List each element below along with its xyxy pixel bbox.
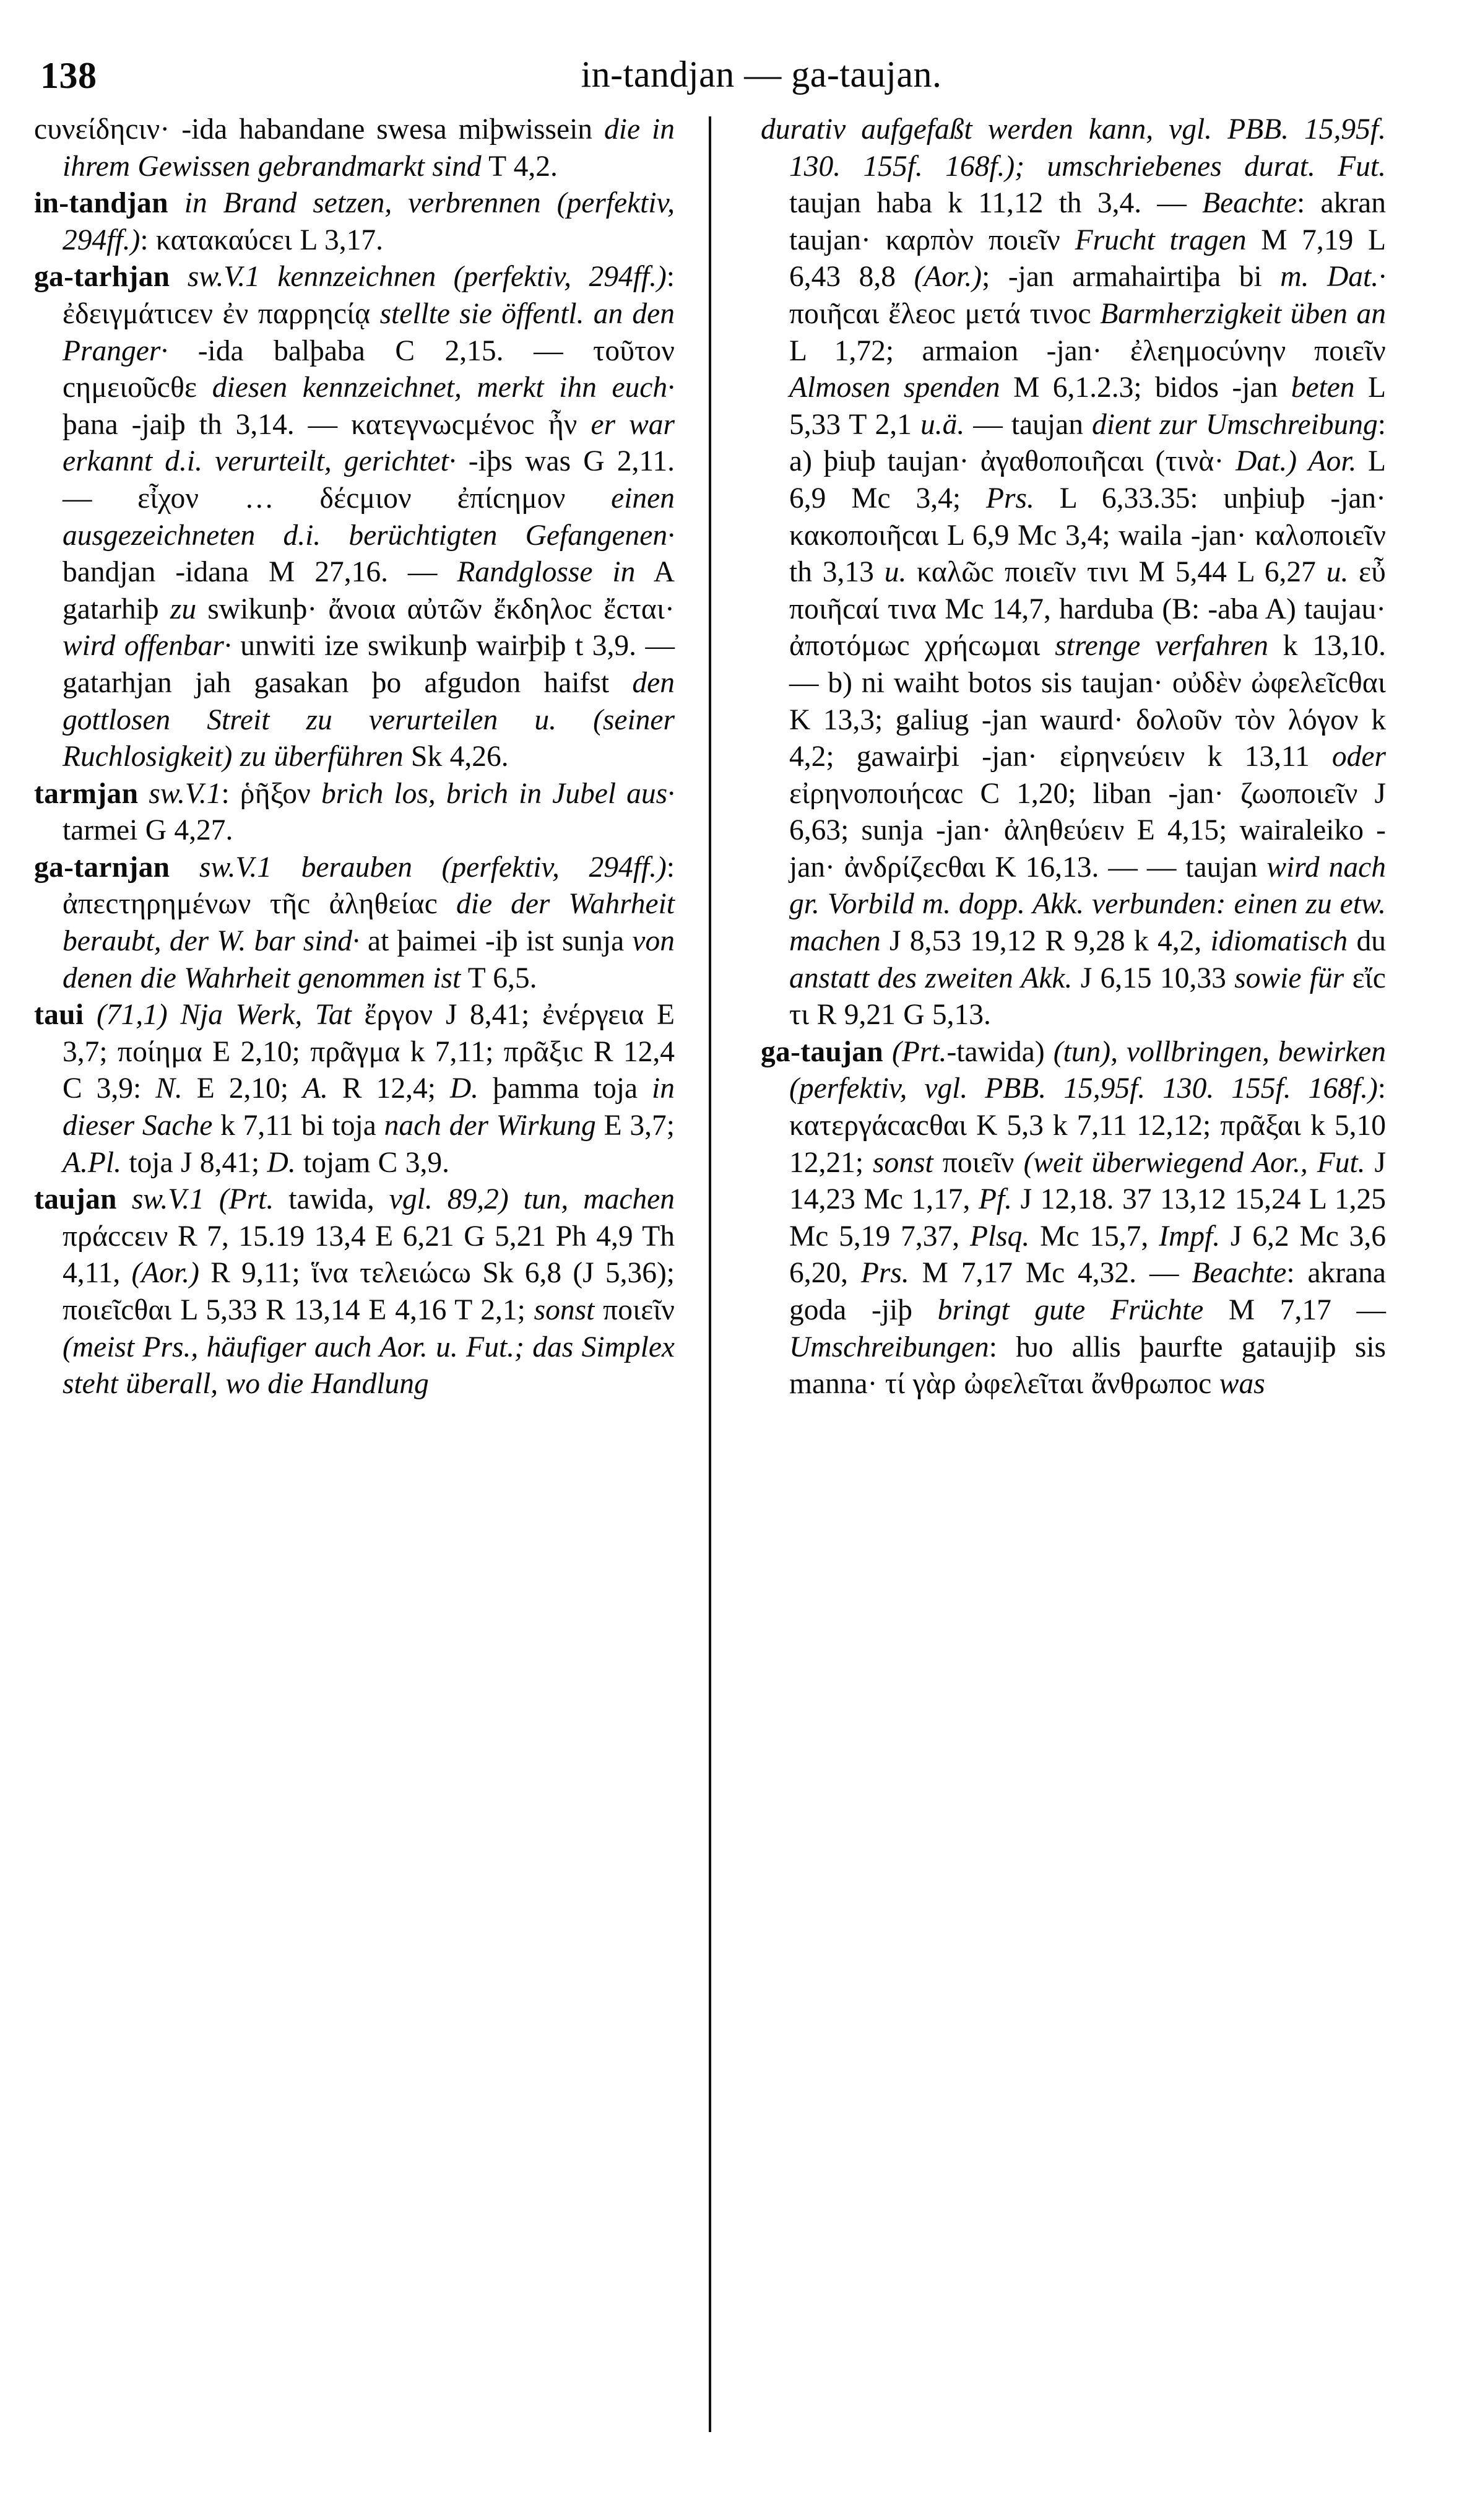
dictionary-entry: taui (71,1) Nja Werk, Tat ἔργον J 8,41; ἐνέργεια E 3,7; ποίημα E 2,10; πρᾶγμα k 7,11; πρᾶξιc R 12,4 C 3,9: N. E 2,10; A. R 12,4; D. þamma toja in dieser Sache k 7,11 bi toja nach der Wirkung E 3,7; A.Pl. toja J 8,41; D. tojam C 3,9. bbox=[34, 999, 675, 1179]
running-head bbox=[34, 37, 1433, 111]
dictionary-entry: tarmjan sw.V.1: ῥῆξον brich los, brich in Jubel aus· tarmei G 4,27. bbox=[34, 777, 675, 847]
column-right bbox=[727, 111, 1386, 1403]
column-left bbox=[34, 111, 693, 1403]
dictionary-entry: ga-tarhjan sw.V.1 kennzeichnen (perfektiv, 294ff.): ἐδειγμάτιcεν ἐν παρρηcίᾳ stellte sie öffentl. an den Pranger· -ida balþaba C 2,15. — τοῦτον cημειοῦcθε diesen kennzeichnet, merkt ihn euch· þana -jaiþ th 3,14. — κατεγνωcμένοc ἦν er war erkannt d.i. verurteilt, gerichtet· -iþs was G 2,11. — εἶχον … δέcμιον ἐπίcημον einen ausgezeichneten d.i. berüchtigten Gefangenen· bandjan -idana M 27,16. — Randglosse in A gatarhiþ zu swikunþ· ἄνοια αὐτῶν ἔκδηλοc ἔcται· wird offenbar· unwiti ize swikunþ wairþiþ t 3,9. — gatarhjan jah gasakan þo afgudon haifst den gottlosen Streit zu verurteilen u. (seiner Ruchlosigkeit) zu überführen Sk 4,26. bbox=[34, 261, 675, 773]
dictionary-entry: cυνείδηcιν· -ida habandane swesa miþwissein die in ihrem Gewissen gebrandmarkt sind T 4,2. bbox=[34, 113, 675, 183]
dictionary-entry: ga-taujan (Prt.-tawida) (tun), vollbringen, bewirken (perfektiv, vgl. PBB. 15,95f. 130. 155f. 168f.): κατεργάcαcθαι K 5,3 k 7,11 12,12; πρᾶξαι k 5,10 12,21; sonst ποιεῖν (weit überwiegend Aor., Fut. J 14,23 Mc 1,17, Pf. J 12,18. 37 13,12 15,24 L 1,25 Mc 5,19 7,37, Plsq. Mc 15,7, Impf. J 6,2 Mc 3,6 6,20, Prs. M 7,17 Mc 4,32. — Beachte: akrana goda -jiþ bringt gute Früchte M 7,17 — Umschreibungen: ƕo allis þaurfte gataujiþ sis manna· τί γὰρ ὠφελεῖται ἄνθρωποc was bbox=[761, 1035, 1387, 1401]
two-column-body bbox=[34, 111, 1433, 2489]
dictionary-entry: durativ aufgefaßt werden kann, vgl. PBB. 15,95f. 130. 155f. 168f.); umschriebenes durat. Fut. taujan haba k 11,12 th 3,4. — Beachte: akran taujan· καρπὸν ποιεῖν Frucht tragen M 7,19 L 6,43 8,8 (Aor.); -jan armahairtiþa bi m. Dat.· ποιῆcαι ἔλεοc μετά τινοc Barmherzigkeit üben an L 1,72; armaion -jan· ἐλεημοcύνην ποιεῖν Almosen spenden M 6,1.2.3; bidos -jan beten L 5,33 T 2,1 u.ä. — taujan dient zur Umschreibung: a) þiuþ taujan· ἀγαθοποιῆcαι (τινὰ· Dat.) Aor. L 6,9 Mc 3,4; Prs. L 6,33.35: unþiuþ -jan· κακοποιῆcαι L 6,9 Mc 3,4; waila -jan· καλοποιεῖν th 3,13 u. καλῶc ποιεῖν τινι M 5,44 L 6,27 u. εὖ ποιῆcαί τινα Mc 14,7, harduba (B: -aba A) taujau· ἀποτόμωc χρήcωμαι strenge verfahren k 13,10. — b) ni waiht botos sis taujan· οὐδὲν ὠφελεῖcθαι K 13,3; galiug -jan waurd· δολοῦν τὸν λόγον k 4,2; gawairþi -jan· εἰρηνεύειν k 13,11 oder εἰρηνοποιήcαc C 1,20; liban -jan· ζωοποιεῖν J 6,63; sunja -jan· ἀληθεύειν E 4,15; wairaleiko -jan· ἀνδρίζεcθαι K 16,13. — — taujan wird nach gr. Vorbild m. dopp. Akk. verbunden: einen zu etw. machen J 8,53 19,12 R 9,28 k 4,2, idiomatisch du anstatt des zweiten Akk. J 6,15 10,33 sowie für εἴc τι R 9,21 G 5,13. bbox=[761, 113, 1387, 1032]
dictionary-entry: in-tandjan in Brand setzen, verbrennen (perfektiv, 294ff.): κατακαύcει L 3,17. bbox=[34, 187, 675, 256]
running-title: in-tandjan — ga-taujan. bbox=[581, 54, 942, 95]
page-number: 138 bbox=[40, 55, 97, 96]
dictionary-entry: ga-tarnjan sw.V.1 berauben (perfektiv, 294ff.): ἀπεcτηρημένων τῆc ἀληθείαc die der Wahrheit beraubt, der W. bar sind· at þaimei -iþ ist sunja von denen die Wahrheit genommen ist T 6,5. bbox=[34, 851, 675, 994]
dictionary-entry: taujan sw.V.1 (Prt. tawida, vgl. 89,2) tun, machen πράccειν R 7, 15.19 13,4 E 6,21 G 5,21 Ph 4,9 Th 4,11, (Aor.) R 9,11; ἵνα τελειώcω Sk 6,8 (J 5,36); ποιεῖcθαι L 5,33 R 13,14 E 4,16 T 2,1; sonst ποιεῖν (meist Prs., häufiger auch Aor. u. Fut.; das Simplex steht überall, wo die Handlung bbox=[34, 1183, 675, 1401]
column-divider bbox=[709, 116, 711, 2432]
